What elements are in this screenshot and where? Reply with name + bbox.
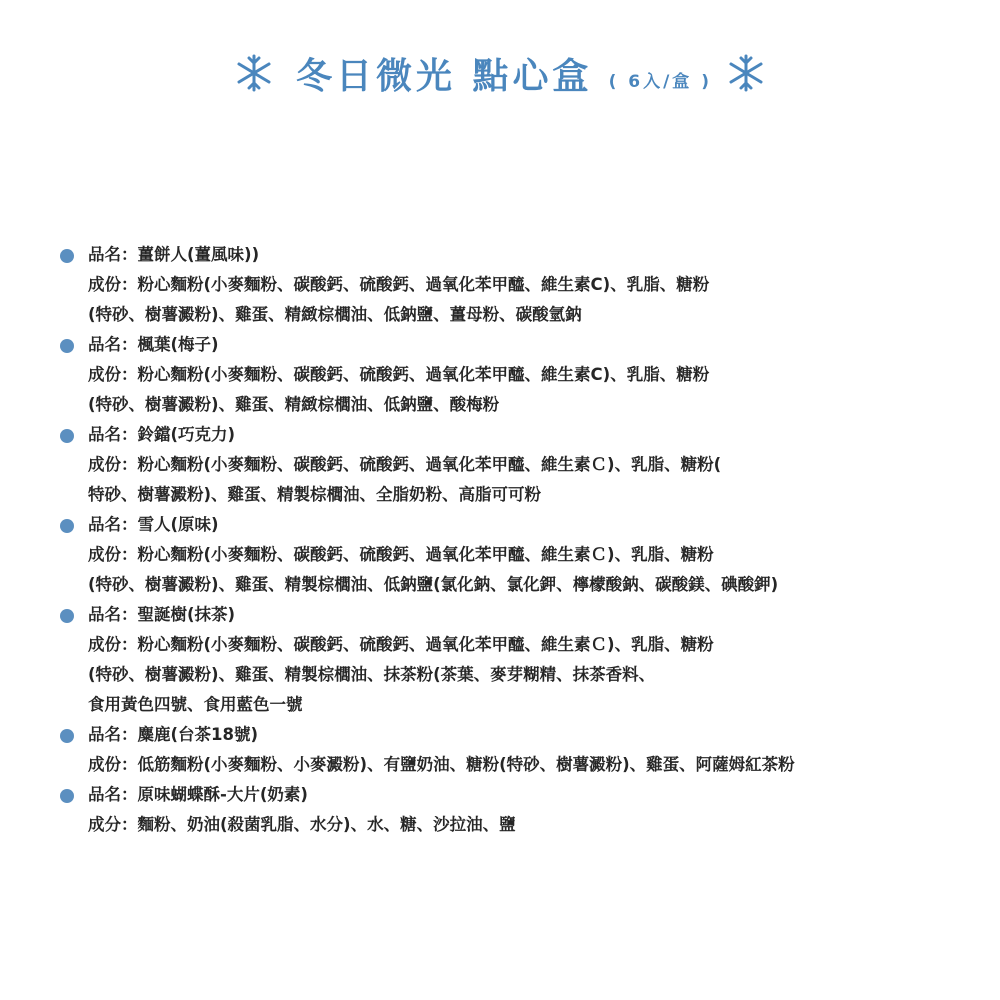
snowflake-icon [726, 53, 766, 93]
bullet-dot [60, 789, 74, 803]
box-quantity-label: ( 6入/盒 ) [608, 71, 712, 92]
ingredients-line: 成分：麵粉、奶油(殺菌乳脂、水分)、水、糖、沙拉油、鹽 [88, 815, 516, 834]
list-item [60, 600, 990, 720]
bullet-dot [60, 519, 74, 533]
ingredients-line: 成份：粉心麵粉(小麥麵粉、碳酸鈣、硫酸鈣、過氧化苯甲醯、維生素C)、乳脂、糖粉 [88, 365, 710, 384]
bullet-dot [60, 249, 74, 263]
list-item [60, 420, 990, 510]
list-item [60, 780, 990, 840]
ingredients-line: (特砂、樹薯澱粉)、雞蛋、精製棕櫚油、抹茶粉(茶葉、麥芽糊精、抹茶香料、 [88, 665, 656, 684]
product-name: 品名：麋鹿(台茶18號) [88, 725, 259, 744]
bullet-dot [60, 729, 74, 743]
product-name: 品名：薑餅人(薑風味)) [88, 245, 260, 264]
product-name: 品名：楓葉(梅子) [88, 335, 219, 354]
ingredients-line: 成份：低筋麵粉(小麥麵粉、小麥澱粉)、有鹽奶油、糖粉(特砂、樹薯澱粉)、雞蛋、阿薩姆紅茶粉 [88, 755, 795, 774]
ingredients-line: (特砂、樹薯澱粉)、雞蛋、精製棕櫚油、低鈉鹽(氯化鈉、氯化鉀、檸檬酸鈉、碳酸鎂、碘酸鉀) [88, 575, 779, 594]
list-item [60, 330, 990, 420]
snowflake-icon [234, 53, 274, 93]
ingredients-line: 成份：粉心麵粉(小麥麵粉、碳酸鈣、硫酸鈣、過氧化苯甲醯、維生素Ｃ)、乳脂、糖粉 [88, 635, 714, 654]
ingredients-line: 成份：粉心麵粉(小麥麵粉、碳酸鈣、硫酸鈣、過氧化苯甲醯、維生素Ｃ)、乳脂、糖粉( [88, 455, 722, 474]
ingredients-line: 成份：粉心麵粉(小麥麵粉、碳酸鈣、硫酸鈣、過氧化苯甲醯、維生素C)、乳脂、糖粉 [88, 275, 710, 294]
ingredients-line: 特砂、樹薯澱粉)、雞蛋、精製棕櫚油、全脂奶粉、高脂可可粉 [88, 485, 542, 504]
bullet-dot [60, 609, 74, 623]
ingredients-line: (特砂、樹薯澱粉)、雞蛋、精緻棕櫚油、低鈉鹽、薑母粉、碳酸氫鈉 [88, 305, 582, 324]
product-name: 品名：鈴鐺(巧克力) [88, 425, 236, 444]
product-list [60, 240, 990, 840]
list-item [60, 510, 990, 600]
ingredients-line: 食用黃色四號、食用藍色一號 [88, 695, 303, 714]
ingredients-line: 成份：粉心麵粉(小麥麵粉、碳酸鈣、硫酸鈣、過氧化苯甲醯、維生素Ｃ)、乳脂、糖粉 [88, 545, 714, 564]
bullet-dot [60, 429, 74, 443]
ingredients-line: (特砂、樹薯澱粉)、雞蛋、精緻棕櫚油、低鈉鹽、酸梅粉 [88, 395, 500, 414]
list-item [60, 720, 990, 780]
product-name: 品名：聖誕樹(抹茶) [88, 605, 236, 624]
product-name: 品名：雪人(原味) [88, 515, 219, 534]
list-item [60, 240, 990, 330]
product-name: 品名：原味蝴蝶酥-大片(奶素) [88, 785, 308, 804]
header [0, 38, 1000, 108]
bullet-dot [60, 339, 74, 353]
page-title: 冬日微光 點心盒 [296, 55, 593, 97]
